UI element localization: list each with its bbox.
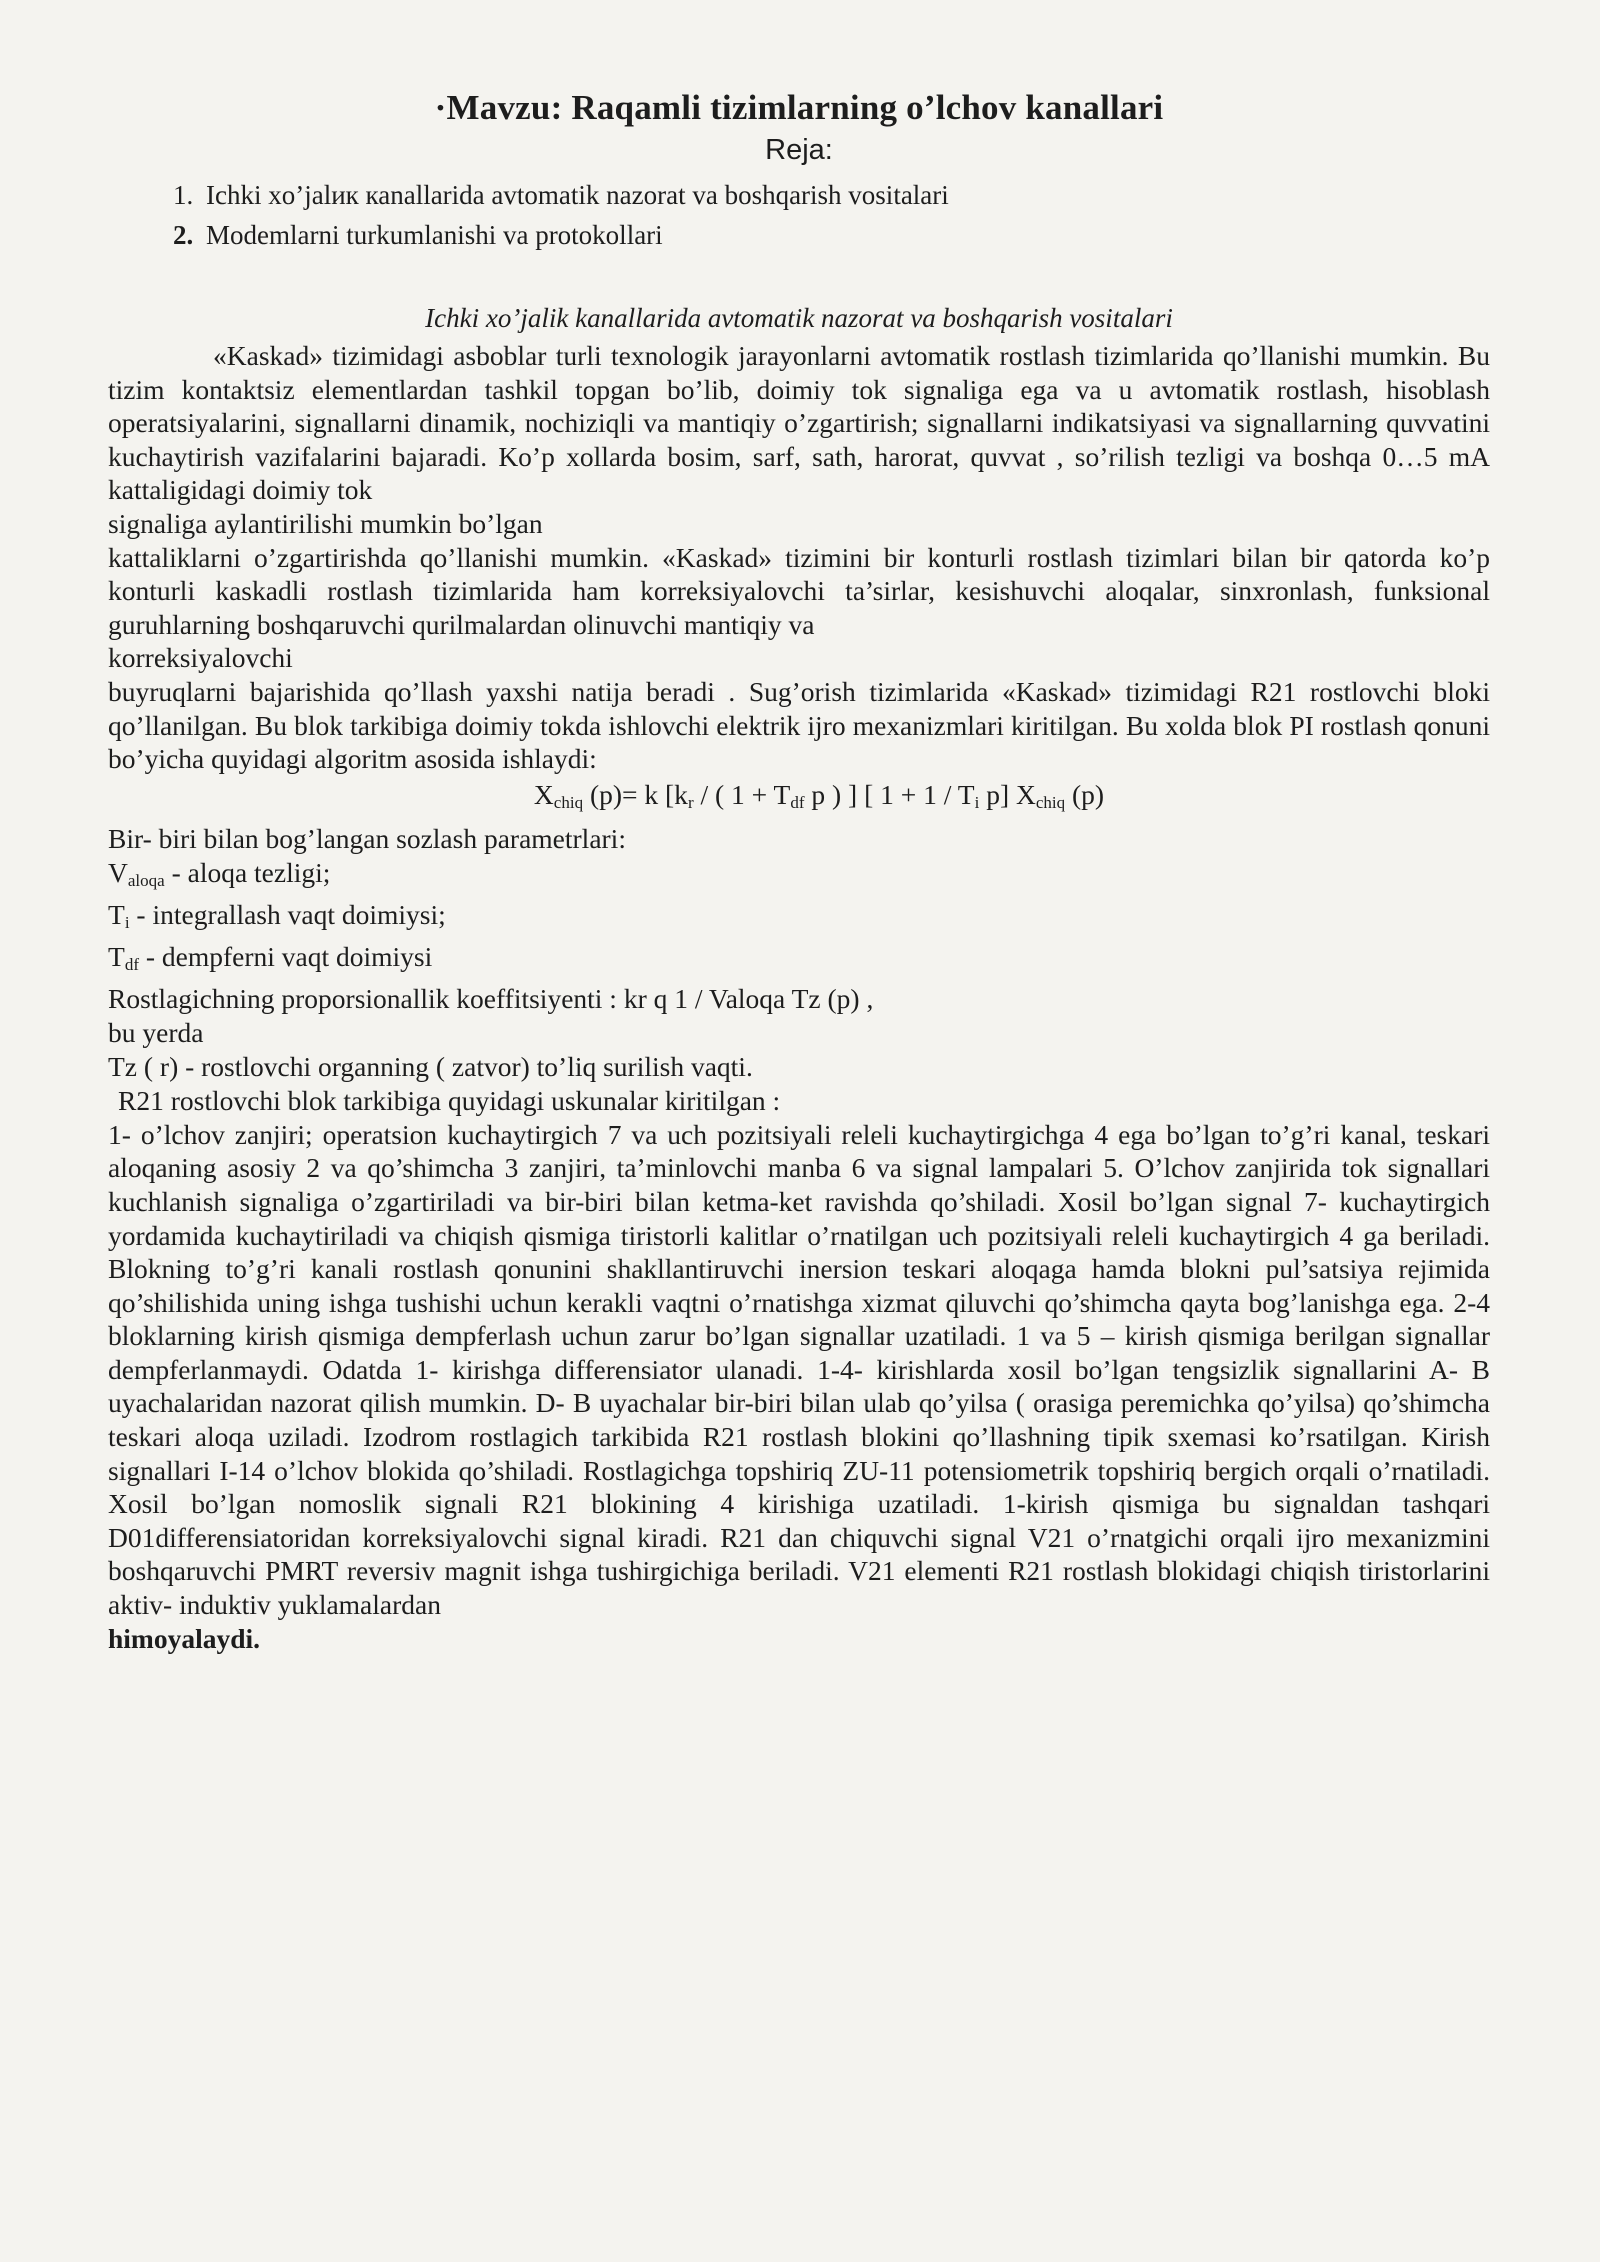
param-valoqa [108,856,1490,898]
formula-x1-sub: chiq [553,792,584,812]
param-subscript: i [124,912,130,932]
param-text: - integrallash vaqt doimiysi; [129,898,446,930]
paragraph-1: «Kaskad» tizimidagi asboblar turli texnologik jarayonlarni avtomatik rostlash tizimlarida qo’llanishi mumkin. Bu tizim kontaktsiz elementlardan tashkil topgan bo’lib, doimiy tok signaliga ega va u avtomatik rostlash, hisoblash operatsiyalarini, signallarni dinamik, nochiziqli va mantiqiy o’zgartirish; signallarni indikatsiyasi va signallarning quvvatini kuchaytirish vazifalarini bajaradi. Ko’p xollarda bosim, sarf, sath, harorat, quvvat , so’rilish tezligi va boshqa 0…5 mA kattaligidagi doimiy tok [108,340,1490,506]
plan-item-1: 1. Ichki xo’jalик каnallarida avtomatik nazorat va boshqarish vositalari [200,175,1490,215]
coefficient-line: Rostlagichning proporsionallik koeffitsiyenti : kr q 1 / Valoqa Tz (p) , [108,982,874,1014]
params-heading: Bir- biri bilan bog’langan sozlash parametrlari: [108,822,626,854]
parameters-block [108,822,1490,1118]
param-tdf [108,940,1490,982]
formula-tdf-sub: df [790,792,805,812]
paragraph-2: kattaliklarni o’zgartirishda qo’llanishi mumkin. «Kaskad» tizimini bir konturli rostlash tizimlari bilan bir qatorda ko’p konturli kaskadli rostlash tizimlarida ham korreksiyalovchi ta’sirlar, kesishuvchi aloqalar, sinxronlash, funksional guruhlarning boshqaruvchi qurilmalardan olinuvchi mantiqiy va [108,541,1490,640]
param-ti [108,898,1490,940]
paragraph-4: R21 rostlovchi blok tarkibiga quyidagi uskunalar kiritilgan : [118,1084,781,1116]
param-text: - dempferni vaqt doimiysi [138,940,433,972]
formula-part-2: / ( 1 + T [693,778,791,810]
formula-end: (p) [1065,778,1105,810]
formula-part-4: p] X [979,778,1036,810]
formula-x1: X [533,778,554,810]
bu-yerda-line: bu yerda [108,1016,204,1048]
param-text: - aloqa tezligi; [164,856,331,888]
paragraph-1-tail: signaliga aylantirilishi mumkin bo’lgan [108,507,543,539]
paragraph-5-tail: himoyalaydi. [108,1622,261,1654]
plan-label: Reja: [765,134,833,166]
param-symbol: T [108,898,125,930]
param-subscript: aloqa [127,870,165,890]
paragraph-3: buyruqlarni bajarishida qo’llash yaxshi natija beradi . Sug’orish tizimlarida «Kaskad» tizimidagi R21 rostlovchi bloki qo’llanilgan. Bu blok tarkibiga doimiy tokda ishlovchi elektrik ijro mexanizmlari kiritilgan. Bu xolda blok PI rostlash qonuni bo’yicha quyidagi algoritm asosida ishlaydi: [108,675,1490,775]
tz-line: Tz ( r) - rostlovchi organning ( zatvor) to’liq surilish vaqti. [108,1050,753,1082]
formula [108,776,1490,822]
plan-list [108,175,1490,255]
formula-x2-sub: chiq [1035,792,1066,812]
paragraph-5: 1- o’lchov zanjiri; operatsion kuchaytirgich 7 va uch pozitsiyali releli kuchaytirgichga 4 ega bo’lgan to’g’ri kanal, teskari aloqaning asosiy 2 va qo’shimcha 3 zanjiri, ta’minlovchi manba 6 va signal lampalari 5. O’lchov zanjirida tok signallari kuchlanish signaliga o’zgartiriladi va bir-biri bilan ketma-ket ravishda qo’shiladi. Xosil bo’lgan signal 7- kuchaytirgich yordamida kuchaytiriladi va chiqish qismiga tiristorli kalitlar o’rnatilgan uch pozitsiyali releli kuchaytirgich 4 ga beriladi. Blokning to’g’ri kanali rostlash qonunini shakllantiruvchi inersion teskari aloqaga hamda blokni pul’satsiya rejimida qo’shilishida uning ishga tushishi uchun kerakli vaqtni o’rnatishga xizmat qiluvchi qo’shimcha qayta bog’lanishga ega. 2-4 bloklarning kirish qismiga dempferlash uchun zarur bo’lgan signallar uzatiladi. 1 va 5 – kirish qismiga berilgan signallar dempferlanmaydi. Odatda 1- kirishga differensiator ulanadi. 1-4- kirishlarda xosil bo’lgan tengsizlik signallarini A- B uyachalaridan nazorat qilish mumkin. D- B uyachalar bir-biri bilan ulab qo’yilsa ( orasiga peremichka qo’yilsa) qo’shimcha teskari aloqa uziladi. Izodrom rostlagich tarkibida R21 rostlash blokini qo’llashning tipik sxemasi ko’rsatilgan. Kirish signallari I-14 o’lchov blokida qo’shiladi. Rostlagichga topshiriq ZU-11 potensiometrik topshiriq bergich orqali o’rnatiladi. Xosil bo’lgan nomoslik signali R21 blokining 4 kirishiga uzatiladi. 1-kirish qismiga bu signaldan tashqari D01differensiatoridan korreksiyalovchi signal kiradi. R21 dan chiquvchi signal V21 o’rnatgichi orqali ijro mexanizmini boshqaruvchi PMRT reversiv magnit ishga tushirgichiga beriladi. V21 elementi R21 rostlash blokidagi chiqish tiristorlarini aktiv- induktiv yuklamalardan [108,1118,1490,1621]
param-symbol: T [108,940,125,972]
param-subscript: df [124,954,139,974]
formula-kr-sub: r [687,792,694,812]
formula-part-1: (p)= k [k [583,778,688,810]
page-title: ·Mavzu: Raqamli tizimlarning o’lchov kanallari [434,88,1164,127]
plan-item-2: 2. Modemlarni turkumlanishi va protokollari [200,215,1490,255]
paragraph-2-tail: korreksiyalovchi [108,642,293,674]
param-symbol: V [108,856,128,888]
formula-ti-sub: i [974,792,980,812]
section-subtitle: Ichki xo’jalik kanallarida avtomatik nazorat va boshqarish vositalari [425,303,1173,333]
formula-part-3: p ) ] [ 1 + 1 / T [804,778,975,810]
